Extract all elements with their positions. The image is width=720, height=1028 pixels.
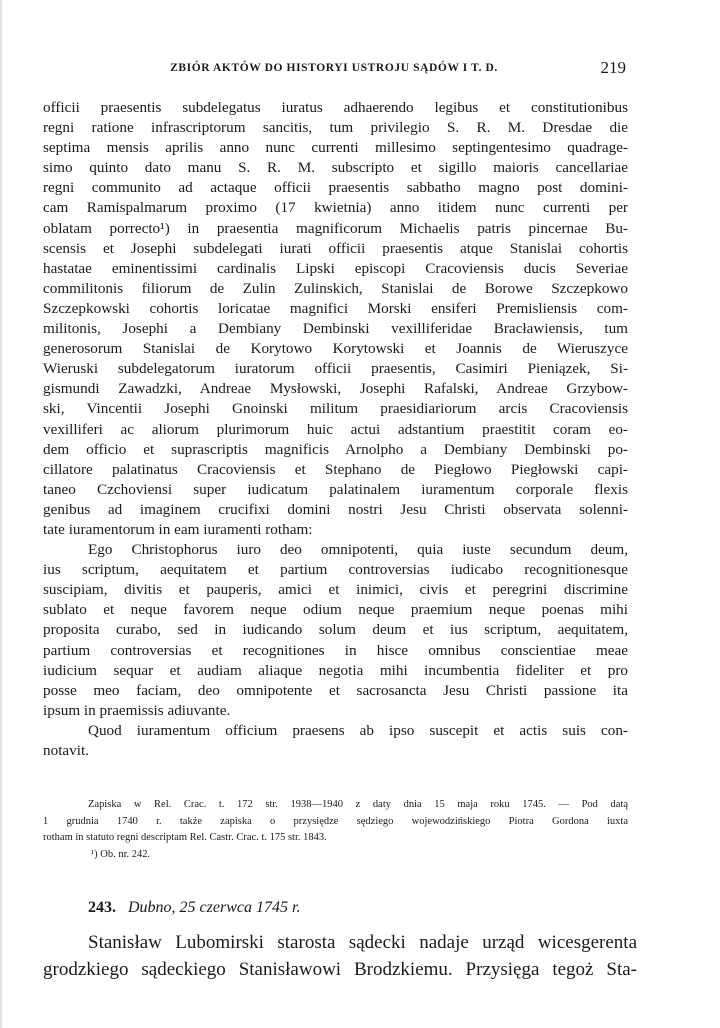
text-line: ipsum in praemissis adiuvante.	[43, 701, 231, 719]
text-line: sublato et neque favorem neque odium neque praemium neque poenas mihi	[43, 601, 628, 619]
document-heading	[88, 899, 300, 917]
text-line: cillatore palatinatus Cracoviensis et Stephano de Piegłowo Piegłowski capi-	[43, 460, 628, 478]
text-line: proposita curabo, sed in iudicando solum deum et ius scriptum, aequitatem,	[43, 621, 628, 639]
document-number: 243.	[88, 899, 116, 916]
text-line: ius scriptum, aequitatem et partium controversias iudicabo recognitionesque	[43, 561, 628, 579]
source-note-line: 1 grudnia 1740 r. także zapiska o przysiędze sędziego wojewodzińskiego Piotra Gordona iuxta	[43, 815, 628, 827]
text-line: dem officio et suprascriptis magnificis Arnolpho a Dembiany Dembinski po-	[43, 440, 628, 458]
text-line: commilitonis filiorum de Zulin Zulinskich, Stanislai de Borowe Szczepkowo	[43, 279, 628, 297]
text-line: simo quinto dato manu S. R. M. subscripto et sigillo maioris cancellariae	[43, 159, 628, 177]
source-note-line: Zapiska w Rel. Crac. t. 172 str. 1938—1940 z daty dnia 15 maja roku 1745. — Pod datą	[88, 799, 628, 810]
text-line: militonis, Josephi a Dembiany Dembinski vexilliferidae Bracławiensis, tum	[43, 320, 628, 338]
text-line: generosorum Stanislai de Korytowo Korytowski et Joannis de Wieruszyce	[43, 340, 628, 358]
text-line: vexilliferi ac aliorum plurimorum huic actui adstantium praestitit coram eo-	[43, 420, 628, 438]
text-line: scensis et Josephi subdelegati iurati officii praesentis atque Stanislai cohortis	[43, 239, 628, 257]
text-line: officii praesentis subdelegatus iuratus adhaerendo legibus et constitutionibus	[43, 99, 628, 116]
text-line: posse meo faciam, deo omnipotente et sacrosancta Jesu Christi passione ita	[43, 681, 628, 699]
text-line: iudicium sequar et audiam aliaque negotia mihi incumbentia fideliter et pro	[43, 661, 628, 679]
text-line: partium controversias et recognitiones in hisce omnibus conscientiae meae	[43, 641, 628, 659]
page-number: 219	[600, 58, 626, 77]
page-edge-shadow	[0, 0, 3, 1028]
text-line: regni communito ad actaque officii praesentis sabbatho magno post domini-	[43, 179, 628, 197]
text-line: genibus ad imaginem crucifixi domini nostri Jesu Christi observata solenni-	[43, 500, 628, 518]
running-head: ZBIÓR AKTÓW DO HISTORYI USTROJU SĄDÓW I T. D.	[170, 62, 498, 74]
text-line: Quod iuramentum officium praesens ab ipso suscepit et actis suis con-	[88, 721, 628, 739]
text-line: hastatae eminentissimi cardinalis Lipski episcopi Cracoviensis ducis Severiae	[43, 259, 628, 277]
summary-line: Stanisław Lubomirski starosta sądecki nadaje urząd wicesgerenta	[88, 932, 637, 953]
source-note-line: rotham in statuto regni descriptam Rel. Castr. Crac. t. 175 str. 1843.	[43, 832, 327, 843]
main-text	[43, 98, 628, 761]
source-notes	[43, 797, 628, 863]
text-line: Ego Christophorus iuro deo omnipotenti, quia iuste secundum deum,	[88, 541, 628, 559]
text-line: oblatam porrecto¹) in praesentia magnificorum Michaelis patris pincernae Bu-	[43, 219, 628, 237]
document-summary	[43, 929, 637, 983]
text-line: septima mensis aprilis anno nunc currenti millesimo septingentesimo quadrage-	[43, 139, 628, 157]
text-line: gismundi Zawadzki, Andreae Mysłowski, Josephi Rafalski, Andreae Grzybow-	[43, 380, 628, 398]
text-line: Wieruski subdelegatorum iuratorum officii praesentis, Casimiri Pieniązek, Si-	[43, 360, 628, 378]
text-line: suscipiam, divitis et pauperis, amici et inimici, civis et peregrini discrimine	[43, 581, 628, 599]
text-line: ski, Vincentii Josephi Gnoinski militum praesidiariorum arcis Cracoviensis	[43, 400, 628, 418]
text-line: Szczepkowski cohortis loricatae magnifici Morski ensiferi Premisliensis com-	[43, 299, 628, 317]
text-line: tate iuramentorum in eam iuramenti rotham:	[43, 520, 313, 538]
document-place-date: Dubno, 25 czerwca 1745 r.	[128, 899, 301, 916]
footnote: ¹) Ob. nr. 242.	[91, 848, 151, 860]
text-line: notavit.	[43, 742, 89, 759]
summary-line: grodzkiego sądeckiego Stanisławowi Brodzkiemu. Przysięga tegoż Sta-	[43, 959, 637, 980]
text-line: cam Ramispalmarum proximo (17 kwietnia) anno itidem nunc currenti per	[43, 199, 628, 217]
text-line: taneo Czchoviensi super iudicatum palatinalem iuramentum corporale flexis	[43, 480, 628, 498]
text-line: regni ratione infrascriptorum sancitis, tum privilegio S. R. M. Dresdae die	[43, 119, 628, 137]
